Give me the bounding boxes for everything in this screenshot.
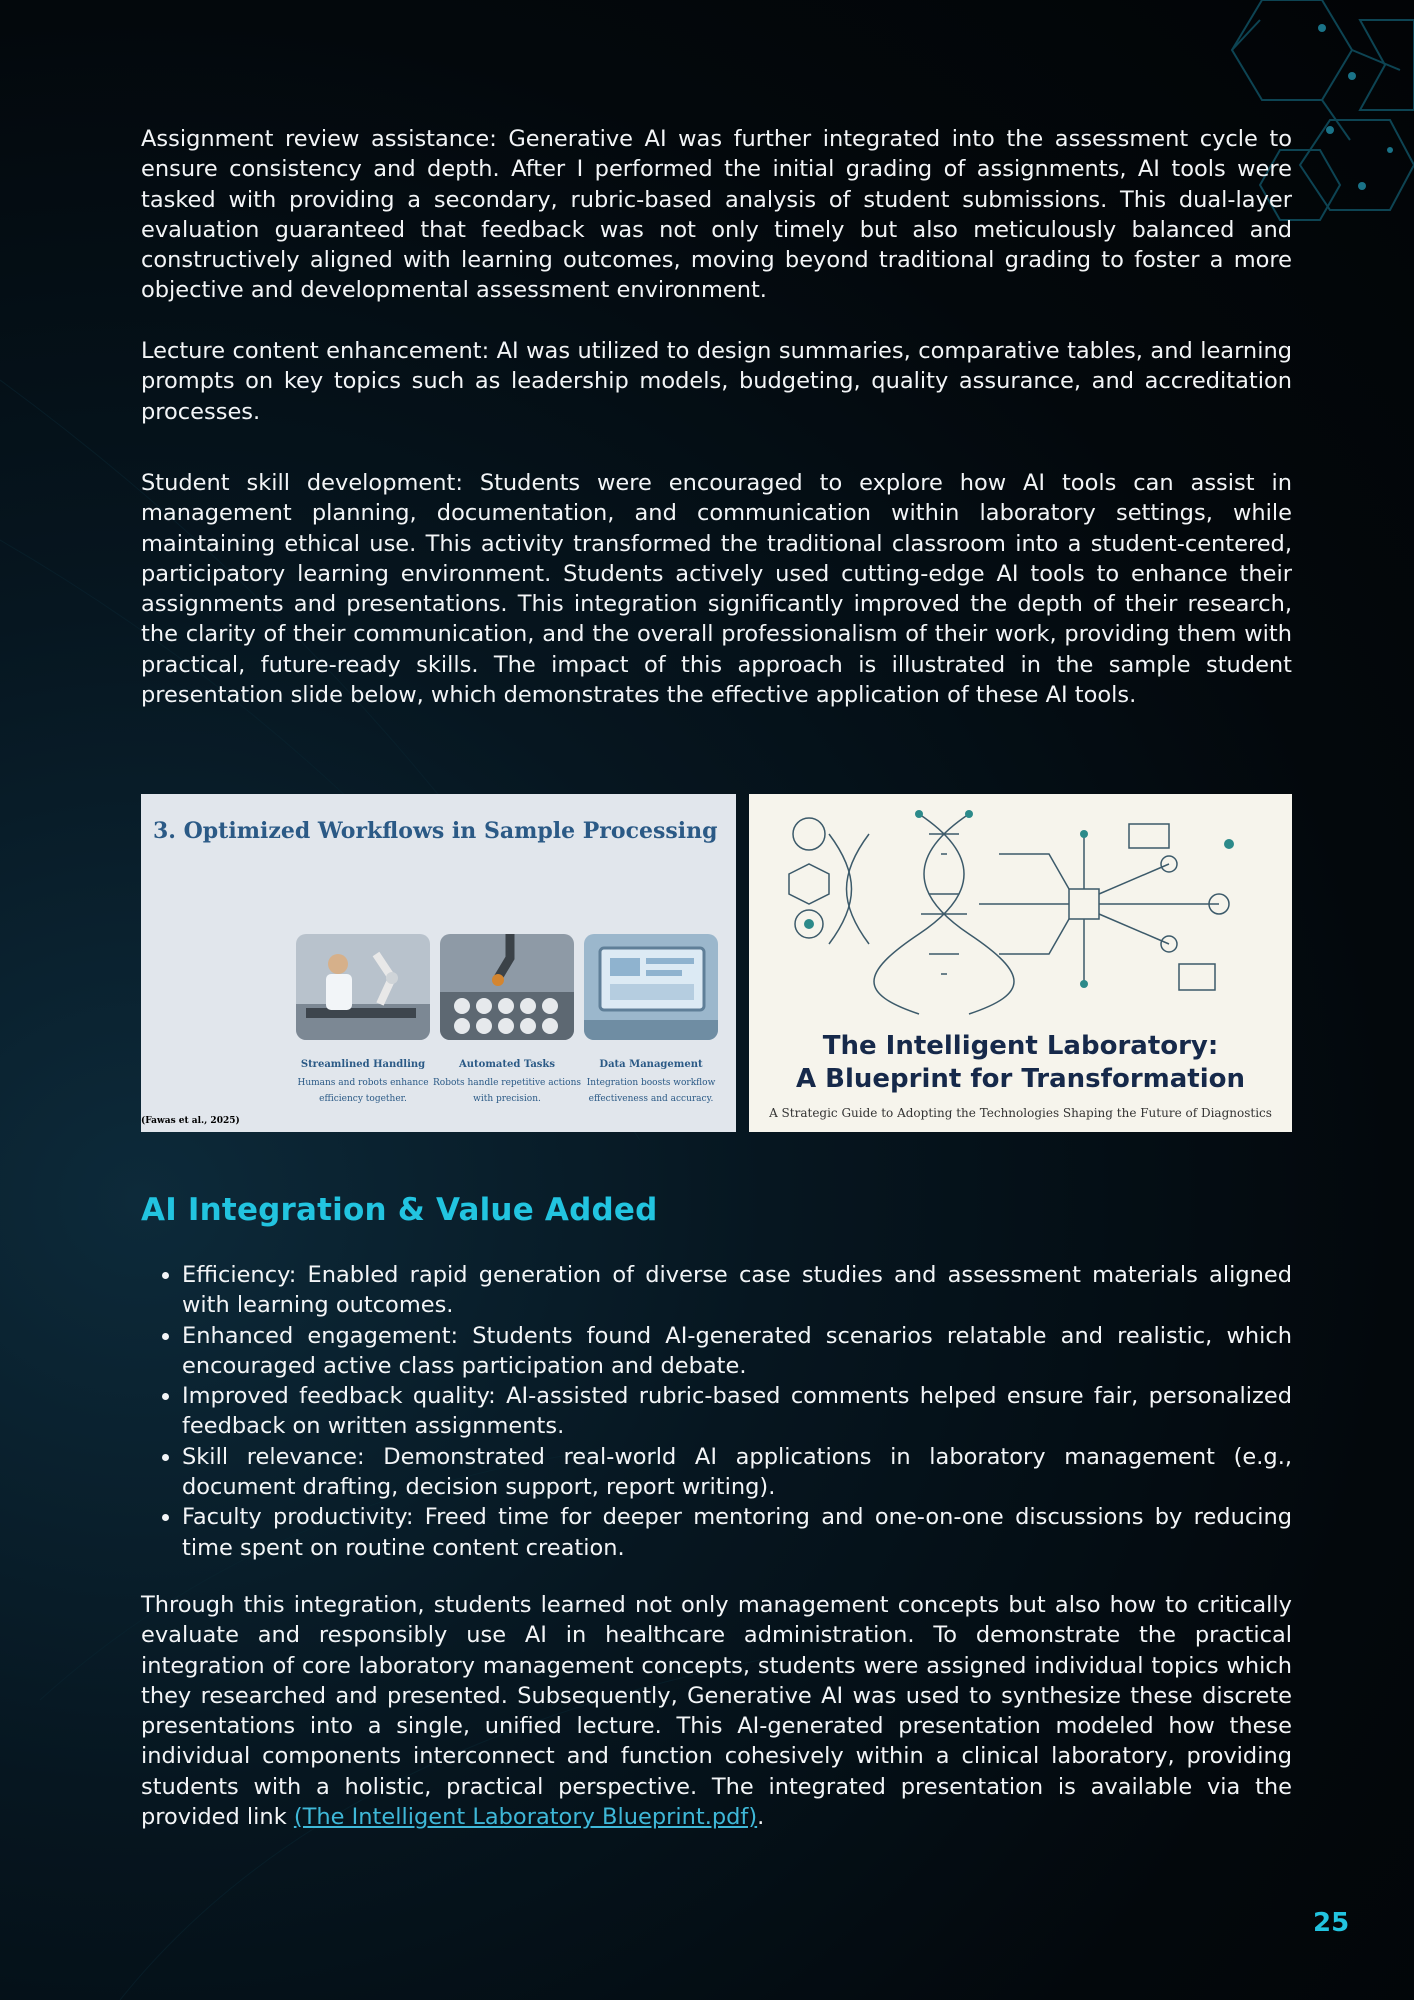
cover-title-line-1: The Intelligent Laboratory: xyxy=(822,1031,1219,1061)
caption-streamlined-handling xyxy=(288,1059,438,1107)
photo-lab-technician xyxy=(296,934,430,1040)
list-item: • Improved feedback quality: AI-assisted rubric-based comments helped ensure fair, personalized feedback on written assignments. xyxy=(182,1381,1292,1442)
caption-heading: Data Management xyxy=(599,1059,703,1070)
caption-heading: Automated Tasks xyxy=(459,1059,555,1070)
slide-title: 3. Optimized Workflows in Sample Processing xyxy=(153,818,718,844)
paragraph-lecture-content: Lecture content enhancement: AI was utilized to design summaries, comparative tables, and learning prompts on key topics such as leadership models, budgeting, quality assurance, and accreditation processes. xyxy=(141,338,1292,425)
list-item: • Skill relevance: Demonstrated real-world AI applications in laboratory management (e.g., document drafting, decision support, report writing). xyxy=(182,1442,1292,1503)
caption-data-management xyxy=(576,1059,726,1107)
slide-citation: (Fawas et al., 2025) xyxy=(141,1116,240,1126)
figure-row xyxy=(141,794,1292,1132)
blueprint-cover-image xyxy=(749,794,1292,1132)
closing-end: . xyxy=(757,1804,765,1831)
value-added-list xyxy=(141,1260,1292,1563)
cover-title-line-2: A Blueprint for Transformation xyxy=(795,1064,1245,1094)
caption-description: Integration boosts workflow effectiveness and accuracy. xyxy=(586,1078,716,1104)
photo-data-screen xyxy=(584,934,718,1040)
cover-title xyxy=(749,1030,1292,1096)
caption-automated-tasks xyxy=(432,1059,582,1107)
closing-text: Through this integration, students learned not only management concepts but also how to critically evaluate and responsibly use AI in healthcare administration. To demonstrate the practical integration of core laboratory management concepts, students were assigned individual topics which they researched and presented. Subsequently, Generative AI was used to synthesize these discrete presentations into a single, unified lecture. This AI-generated presentation modeled how these individual components interconnect and function cohesively within a clinical laboratory, providing students with a holistic, practical perspective. The integrated presentation is available via the provided link xyxy=(141,1592,1292,1831)
caption-description: Humans and robots enhance efficiency together. xyxy=(297,1078,429,1104)
paragraph-assignment-review: Assignment review assistance: Generative AI was further integrated into the assessment cycle to ensure consistency and depth. After I performed the initial grading of assignments, AI tools were tasked with providing a secondary, rubric-based analysis of student submissions. This dual-layer evaluation guaranteed that feedback was not only timely but also meticulously balanced and constructively aligned with learning outcomes, moving beyond traditional grading to foster a more objective and developmental assessment environment. xyxy=(141,126,1292,304)
page-number: 25 xyxy=(1313,1908,1350,1938)
paragraph-student-skill: Student skill development: Students were encouraged to explore how AI tools can assist in management planning, documentation, and communication within laboratory settings, while maintaining ethical use. This activity transformed the traditional classroom into a student-centered, participatory learning environment. Students actively used cutting-edge AI tools to enhance their assignments and presentations. This integration significantly improved the depth of their research, the clarity of their communication, and the overall professionalism of their work, providing them with practical, future-ready skills. The impact of this approach is illustrated in the sample student presentation slide below, which demonstrates the effective application of these AI tools. xyxy=(141,470,1292,709)
list-item: • Faculty productivity: Freed time for deeper mentoring and one-on-one discussions by reducing time spent on routine content creation. xyxy=(182,1502,1292,1563)
list-item: • Efficiency: Enabled rapid generation of diverse case studies and assessment materials aligned with learning outcomes. xyxy=(182,1260,1292,1321)
student-slide-image xyxy=(141,794,736,1132)
caption-heading: Streamlined Handling xyxy=(300,1059,426,1070)
photo-robot-arm xyxy=(440,934,574,1040)
cover-subtitle: A Strategic Guide to Adopting the Technologies Shaping the Future of Diagnostics xyxy=(769,1106,1272,1120)
caption-description: Robots handle repetitive actions with precision. xyxy=(433,1078,581,1104)
blueprint-pdf-link[interactable]: (The Intelligent Laboratory Blueprint.pdf) xyxy=(293,1804,758,1831)
section-heading: AI Integration & Value Added xyxy=(141,1192,658,1228)
dna-circuit-illustration xyxy=(749,794,1292,1019)
list-item: • Enhanced engagement: Students found AI-generated scenarios relatable and realistic, which encouraged active class participation and debate. xyxy=(182,1321,1292,1382)
paragraph-closing xyxy=(141,1590,1292,1832)
